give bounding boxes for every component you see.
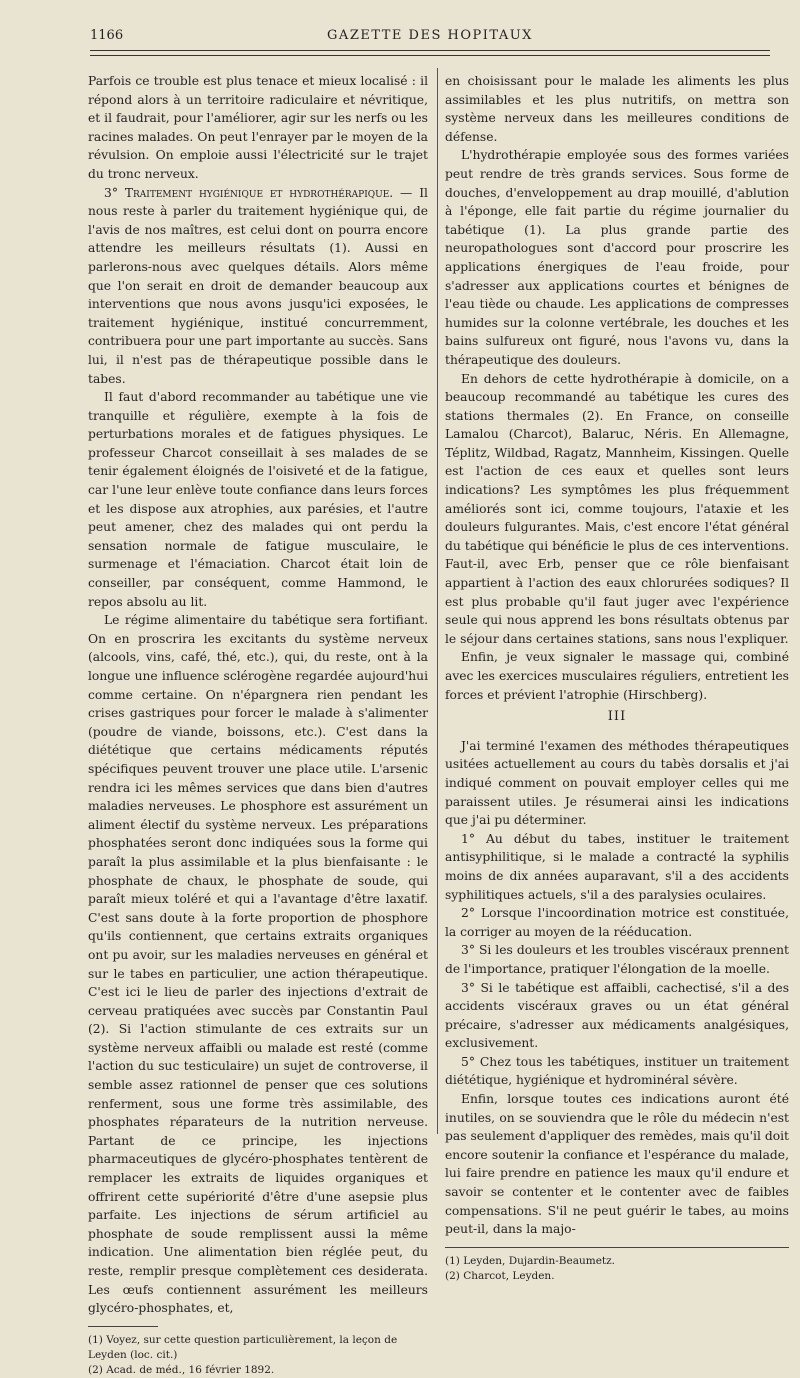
paragraph-section-hygiene xyxy=(88,184,428,389)
left-column xyxy=(88,72,428,1378)
paragraph: En dehors de cette hydrothérapie à domicile, on a beaucoup recommandé au tabétique les cures des stations thermales (2). En France, on conseille Lamalou (Charcot), Balaruc, Néris. En Allemagne, Téplitz, Wildbad, Ragatz, Mannheim, Kissingen. Quelle est l'action de ces eaux et quelles sont leurs indications? Les symptômes les plus fréquemment améliorés sont ici, comme toujours, l'ataxie et les douleurs fulgurantes. Mais, c'est encore l'état général du tabétique qui bénéficie le plus de ces interventions. Faut-il, avec Erb, penser que ce rôle bienfaisant appartient à l'action des eaux chlorurées sodiques? Il est plus probable qu'il faut juger avec l'expérience seule qui nous apprend les bons résultats obtenus par le séjour dans certaines stations, sans nous l'expliquer. xyxy=(445,371,789,646)
list-item: 3° Si le tabétique est affaibli, cachectisé, s'il a des accidents viscéraux graves ou un état général précaire, s'adresser aux médicaments analgésiques, exclusivement. xyxy=(445,980,789,1051)
list-item: 1° Au début du tabes, instituer le traitement antisyphilitique, si le malade a contracté la syphilis moins de dix années auparavant, s'il a des accidents syphilitiques actuels, s'il a des paralysies oculaires. xyxy=(445,831,789,902)
footnote: (1) Voyez, sur cette question particulièrement, la leçon de Leyden (loc. cit.) xyxy=(88,1333,398,1361)
list-item: 3° Si les douleurs et les troubles viscéraux prennent de l'importance, pratiquer l'élongation de la moelle. xyxy=(445,943,789,976)
footnote: (1) Leyden, Dujardin-Beaumetz. xyxy=(445,1254,616,1267)
column-separator xyxy=(437,68,438,1134)
list-item: 5° Chez tous les tabétiques, instituer un traitement diététique, hygiénique et hydrominéral sévère. xyxy=(445,1054,789,1088)
paragraph: Il faut d'abord recommander au tabétique une vie tranquille et régulière, exempte à la fois de perturbations morales et de fatigues physiques. Le professeur Charcot conseillait à ses malades de se tenir également éloignés de l'oisiveté et de la fatigue, car l'une leur enlève toute confiance dans leurs forces et les dispose aux atrophies, aux parésies, et l'autre peut amener, chez des malades qui ont perdu la sensation normale de fatigue musculaire, le surmenage et l'émaciation. Charcot était loin de conseiller, par conséquent, comme Hammond, le repos absolu au lit. xyxy=(88,390,428,609)
footnote-rule xyxy=(445,1247,789,1248)
page-number: 1166 xyxy=(90,28,124,43)
right-column xyxy=(445,72,789,1284)
running-title: GAZETTE DES HOPITAUX xyxy=(327,28,533,43)
header-rule-thin xyxy=(90,55,770,56)
paragraph: Enfin, je veux signaler le massage qui, combiné avec les exercices musculaires réguliers, entretient les forces et prévient l'atrophie (Hirschberg). xyxy=(445,650,789,702)
footnote: (2) Acad. de méd., 16 février 1892. xyxy=(88,1363,275,1376)
paragraph: Le régime alimentaire du tabétique sera fortifiant. On en proscrira les excitants du système nerveux (alcools, vins, café, thé, etc.), qui, du reste, ont à la longue une influence sclérogène regardée aujourd'hui comme certaine. On n'épargnera rien pendant les crises gastriques pour forcer le malade à s'alimenter (poudre de viande, boissons, etc.). C'est dans la diététique que certains médicaments réputés spécifiques peuvent trouver une place utile. L'arsenic rendra ici les mêmes services que dans bien d'autres maladies nerveuses. Le phosphore est assurément un aliment électif du système nerveux. Les préparations phosphatées seront donc indiquées sous la forme qui paraît la plus assimilable et la plus bienfaisante : le phosphate de chaux, le phosphate de soude, qui paraît mieux toléré et qui a l'avantage d'être laxatif. C'est sans doute à la forte proportion de phosphore qu'ils contiennent, que certains extraits organiques ont pu avoir, sur les maladies nerveuses en général et sur le tabes en particulier, une action thérapeutique. C'est ici le lieu de parler des injections d'extrait de cerveau pratiquées avec succès par Constantin Paul (2). Si l'action stimulante de ces extraits sur un système nerveux affaibli ou malade est resté (comme l'action du suc testiculaire) un sujet de controverse, il semble assez rationnel de penser que ces solutions renferment, sous une forme très assimilable, des phosphates réparateurs de la nutrition nerveuse. Partant de ce principe, les injections pharmaceutiques de glycéro-phosphates tentèrent de remplacer les extraits de liquides organiques et offrirent cette supériorité d'être d'une asepsie plus parfaite. Les injections de sérum artificiel au phosphate de soude remplissent aussi la même indication. Une alimentation bien réglée peut, du reste, remplir presque complètement ces desiderata. Les œufs contiennent assurément les meilleurs glycéro-phosphates, et, xyxy=(88,613,428,1316)
footnote: (2) Charcot, Leyden. xyxy=(445,1269,555,1282)
section-heading: 3° Traitement hygiénique et hydrothérapique. xyxy=(104,185,394,200)
paragraph: Parfois ce trouble est plus tenace et mieux localisé : il répond alors à un territoire radiculaire et névritique, et il faudrait, pour l'améliorer, agir sur les nerfs ou les racines malades. On peut l'enrayer par le moyen de la révulsion. On emploie aussi l'électricité sur le trajet du tronc nerveux. xyxy=(88,74,428,181)
section-number: III xyxy=(607,709,627,725)
header-rule-thick xyxy=(90,50,770,51)
paragraph: J'ai terminé l'examen des méthodes thérapeutiques usitées actuellement au cours du tabès dorsalis et j'ai indiqué comment on pouvait employer celles qui me paraissent utiles. Je résumerai ainsi les indications que j'ai pu déterminer. xyxy=(445,738,789,828)
paragraph: Enfin, lorsque toutes ces indications auront été inutiles, on se souviendra que le rôle du médecin n'est pas seulement d'appliquer des remèdes, mais qu'il doit encore soutenir la confiance et l'espérance du malade, lui faire prendre en patience les maux qu'il endure et savoir se contenter et le contenter avec de faibles compensations. S'il ne peut guérir le tabes, au moins peut-il, dans la majo- xyxy=(445,1092,789,1237)
paragraph-text: — Il nous reste à parler du traitement hygiénique qui, de l'avis de nos maîtres, est celui dont on pourra encore attendre les meilleurs résultats (1). Aussi en parlerons-nous avec quelques détails. Alors même que l'on serait en droit de demander beaucoup aux interventions que nous avons jusqu'ici exposées, le traitement hygiénique, institué concurremment, contribuera pour une part importante au succès. Sans lui, il n'est pas de thérapeutique possible dans le tabes. xyxy=(88,185,428,386)
footnote-rule xyxy=(88,1326,158,1327)
paragraph: en choisissant pour le malade les aliments les plus assimilables et les plus nutritifs, on mettra son système nerveux dans les meilleures conditions de défense. xyxy=(445,74,789,144)
list-item: 2° Lorsque l'incoordination motrice est constituée, la corriger au moyen de la rééducation. xyxy=(445,906,789,939)
paragraph: L'hydrothérapie employée sous des formes variées peut rendre de très grands services. Sous forme de douches, d'enveloppement au drap mouillé, d'ablution à l'éponge, elle fait partie du régime journalier du tabétique (1). La plus grande partie des neuropathologues sont d'accord pour proscrire les applications énergiques de l'eau froide, pour s'adresser aux applications courtes et bénignes de l'eau tiède ou chaude. Les applications de compresses humides sur la colonne vertébrale, les douches et les bains sulfureux ont figuré, nous l'avons vu, dans la thérapeutique des douleurs. xyxy=(445,148,789,367)
page-header xyxy=(90,28,770,48)
